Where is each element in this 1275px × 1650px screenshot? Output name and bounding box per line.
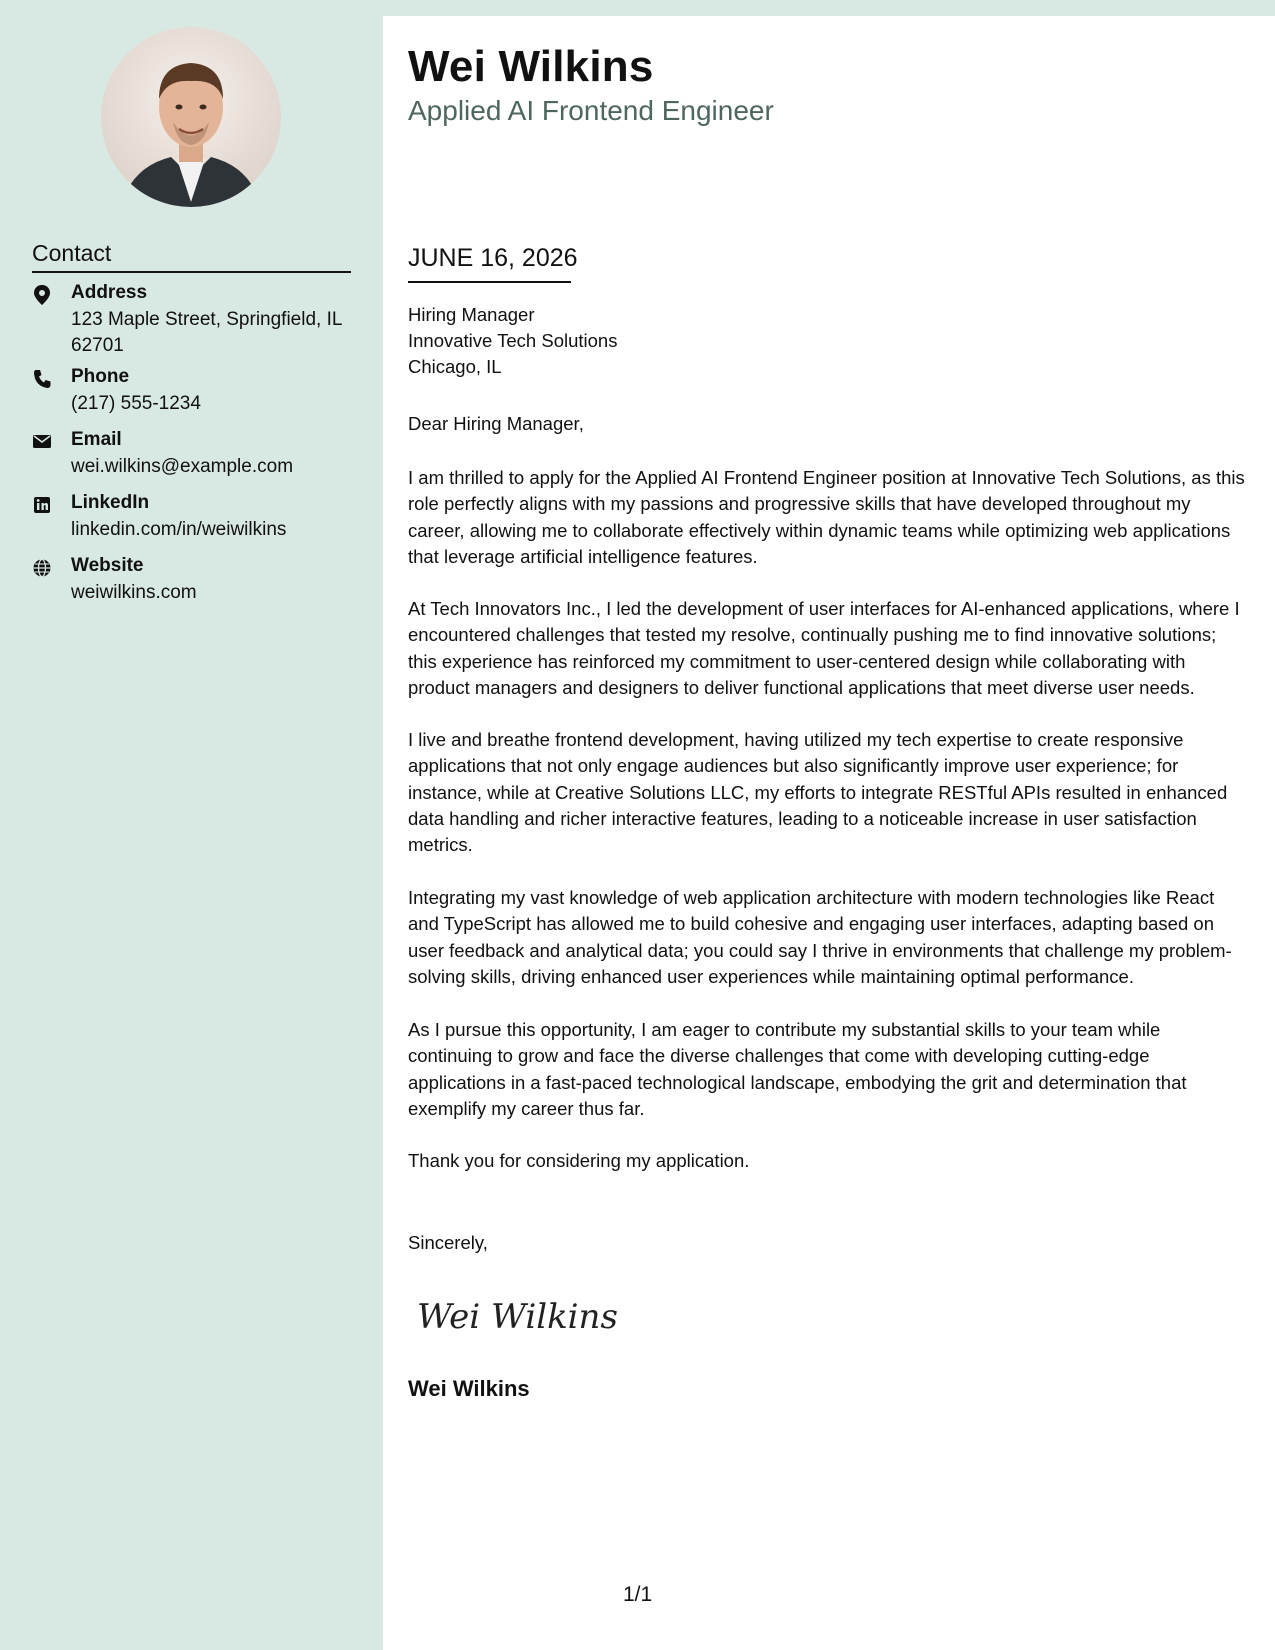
- paragraph: As I pursue this opportunity, I am eager to contribute my substantial skills to your team while continuing to grow and face the diverse challenges that come with developing cutting-edge applications in a fast-paced technological landscape, embodying the grit and determination that exemplify my career thus far.: [408, 1019, 1187, 1119]
- paragraph: I live and breathe frontend development, having utilized my tech expertise to create responsive applications that not only engage audiences but also significantly improve user experience; for instance, while at Creative Solutions LLC, my efforts to integrate RESTful APIs resulted in enhanced data handling and richer interactive features, leading to a noticeable increase in user satisfaction metrics.: [408, 729, 1228, 856]
- recipient-line: Chicago, IL: [408, 356, 502, 377]
- location-pin-icon: [32, 284, 58, 306]
- signer-name: Wei Wilkins: [408, 1376, 530, 1401]
- contact-label: Website: [71, 555, 144, 576]
- contact-value: (217) 555-1234: [71, 393, 201, 414]
- avatar: [101, 27, 281, 207]
- signature-text: Wei Wilkins: [417, 1297, 618, 1337]
- paragraph: Integrating my vast knowledge of web application architecture with modern technologies like React and TypeScript has allowed me to build cohesive and engaging user interfaces, adapting based on user feedback and analytical data; you could say I thrive in environments that challenge my problem-solving skills, driving enhanced user experiences while maintaining optimal performance.: [408, 887, 1232, 987]
- sidebar: [0, 0, 383, 1650]
- date-underline: [408, 281, 571, 283]
- applicant-title: Applied AI Frontend Engineer: [408, 95, 774, 126]
- contact-value: 123 Maple Street, Springfield, IL 62701: [71, 309, 342, 356]
- paragraph: Thank you for considering my application.: [408, 1150, 750, 1171]
- closing: Sincerely,: [408, 1232, 488, 1253]
- paragraph: I am thrilled to apply for the Applied AI Frontend Engineer position at Innovative Tech Solutions, as this role perfectly aligns with my passions and progressive skills that have developed throughout my career, allowing me to collaborate effectively within dynamic teams while optimizing web applications that leverage artificial intelligence features.: [408, 467, 1245, 567]
- contact-value[interactable]: linkedin.com/in/weiwilkins: [71, 519, 287, 540]
- letter-date: JUNE 16, 2026: [408, 244, 578, 272]
- linkedin-icon: [32, 494, 58, 516]
- contact-divider: [32, 271, 351, 273]
- recipient-block: [408, 302, 617, 380]
- recipient-line: Innovative Tech Solutions: [408, 330, 618, 351]
- letter-body: [383, 16, 1275, 1650]
- contact-heading: Contact: [32, 240, 112, 266]
- contact-label: Email: [71, 429, 122, 450]
- contact-label: LinkedIn: [71, 492, 150, 513]
- applicant-name: Wei Wilkins: [408, 42, 654, 91]
- phone-icon: [32, 368, 58, 390]
- contact-value[interactable]: weiwilkins.com: [71, 582, 197, 603]
- contact-label: Phone: [71, 366, 130, 387]
- contact-value[interactable]: wei.wilkins@example.com: [71, 456, 294, 477]
- signature: [413, 1286, 633, 1346]
- paragraph: At Tech Innovators Inc., I led the development of user interfaces for AI-enhanced applications, where I encountered challenges that tested my resolve, continually pushing me to find innovative solutions; this experience has reinforced my commitment to user-centered design while collaborating with product managers and designers to deliver functional applications that meet diverse user needs.: [408, 598, 1240, 698]
- page-number: 1/1: [623, 1583, 653, 1606]
- globe-icon: [32, 557, 58, 579]
- envelope-icon: [32, 431, 58, 453]
- recipient-line: Hiring Manager: [408, 304, 535, 325]
- contact-label: Address: [71, 282, 148, 303]
- salutation: Dear Hiring Manager,: [408, 413, 584, 434]
